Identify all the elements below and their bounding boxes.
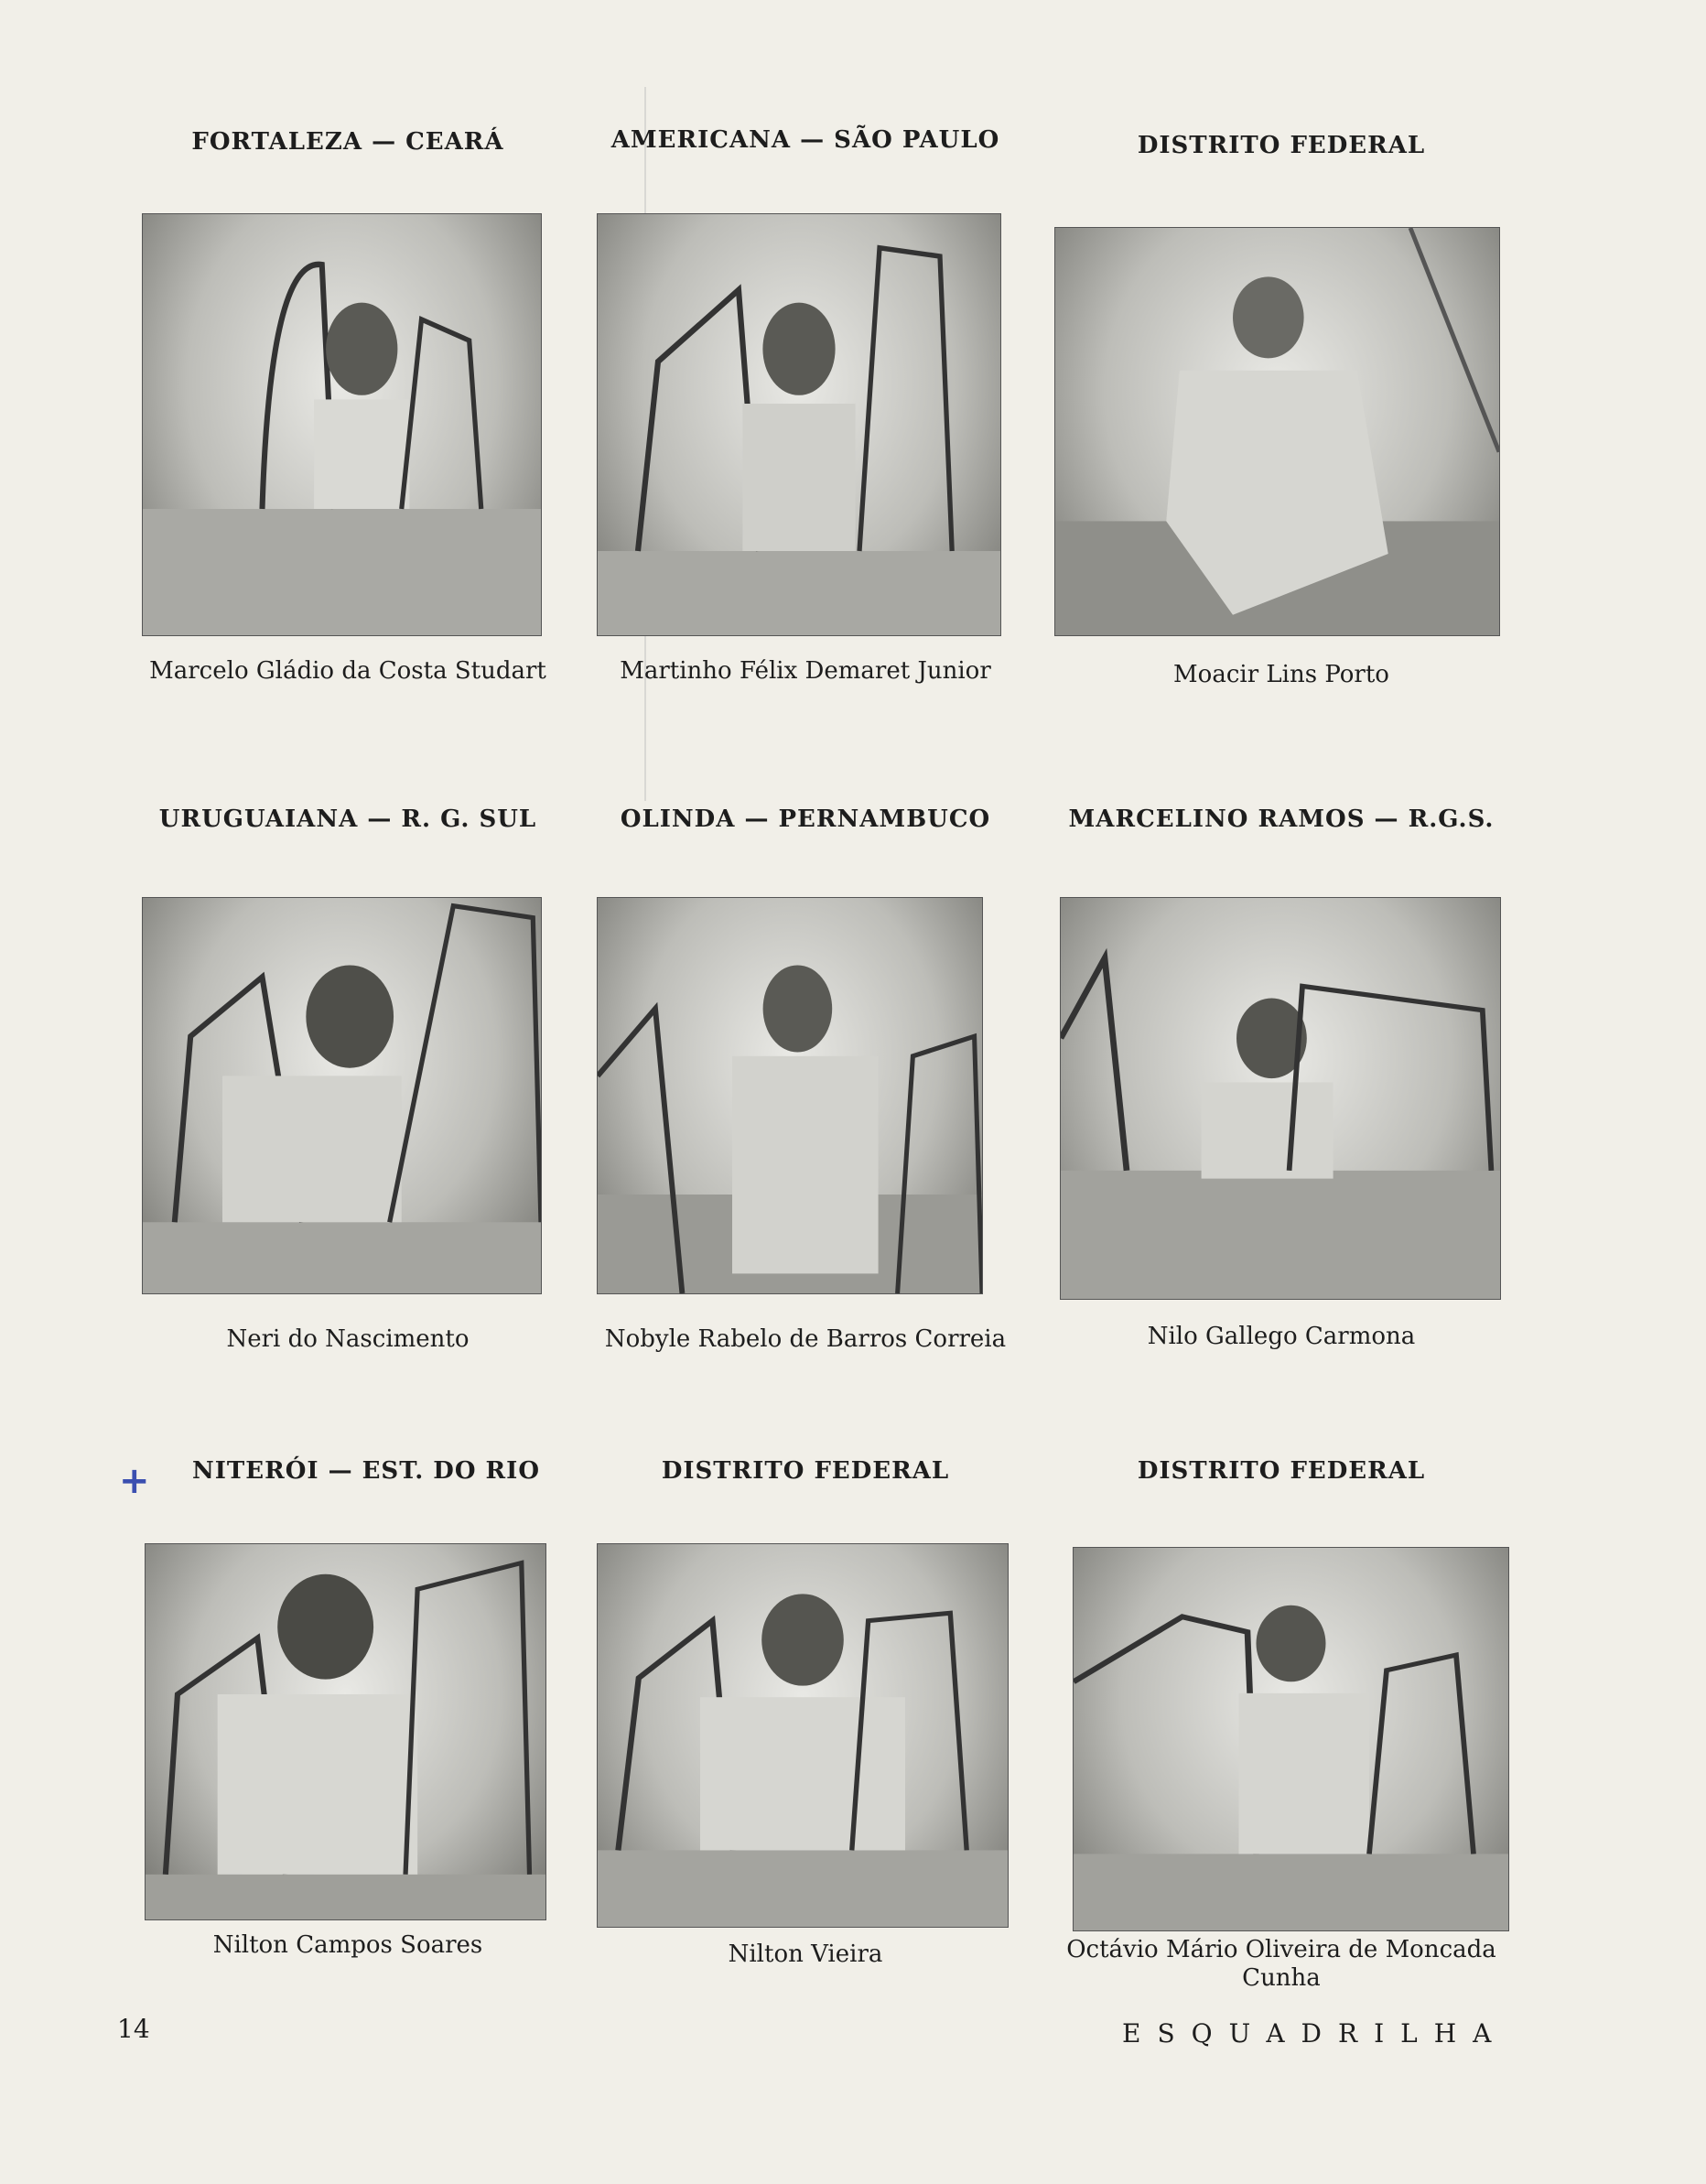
pilot-photo	[145, 1543, 546, 1920]
pilot-photo	[142, 213, 542, 636]
pilot-photo	[1060, 897, 1501, 1300]
pilot-name: Martinho Félix Demaret Junior	[620, 657, 991, 685]
pilot-photo	[597, 213, 1001, 636]
place-heading: OLINDA — PERNAMBUCO	[620, 805, 991, 833]
pilot-name: Neri do Nascimento	[226, 1325, 470, 1353]
pilot-name: Nilton Campos Soares	[212, 1931, 483, 1959]
place-heading: DISTRITO FEDERAL	[661, 1457, 950, 1485]
handwritten-cross-mark: +	[119, 1460, 150, 1502]
place-heading: FORTALEZA — CEARÁ	[191, 128, 504, 156]
pilot-name: Nilton Vieira	[728, 1941, 883, 1968]
pilot-photo	[597, 1543, 1009, 1928]
pilot-name: Octávio Mário Oliveira de Moncada Cunha	[1066, 1936, 1496, 1992]
pilot-photo	[597, 897, 983, 1294]
pilot-name: Marcelo Gládio da Costa Studart	[149, 657, 546, 685]
pilot-name: Moacir Lins Porto	[1173, 661, 1389, 688]
place-heading: NITERÓI — EST. DO RIO	[192, 1457, 540, 1485]
pilot-name: Nilo Gallego Carmona	[1147, 1323, 1416, 1350]
place-heading: DISTRITO FEDERAL	[1137, 132, 1426, 159]
pilot-photo	[142, 897, 542, 1294]
pilot-photo	[1073, 1547, 1509, 1931]
place-heading: MARCELINO RAMOS — R.G.S.	[1068, 805, 1495, 833]
pilot-photo	[1054, 227, 1500, 636]
place-heading: AMERICANA — SÃO PAULO	[610, 126, 1000, 154]
place-heading: DISTRITO FEDERAL	[1137, 1457, 1426, 1485]
pilot-name: Nobyle Rabelo de Barros Correia	[604, 1325, 1007, 1353]
page-number: 14	[117, 2014, 150, 2044]
place-heading: URUGUAIANA — R. G. SUL	[158, 805, 537, 833]
magazine-title: ESQUADRILHA	[1122, 2018, 1508, 2049]
